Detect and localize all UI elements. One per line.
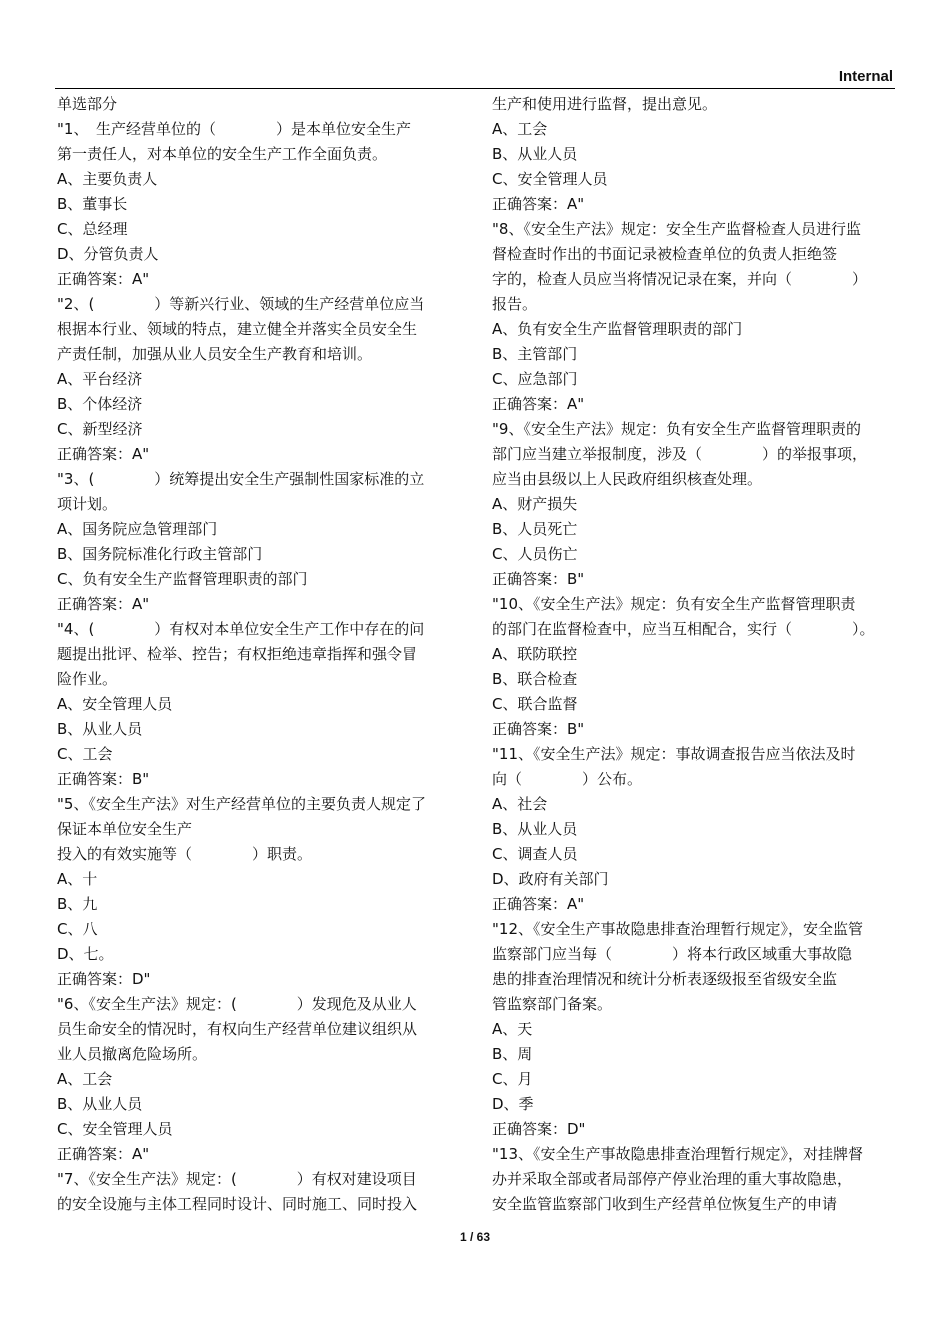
text-line: "4、( ）有权对本单位安全生产工作中存在的问 xyxy=(57,620,425,638)
text-line: 报告。 xyxy=(492,295,538,313)
text-line: 安全监管监察部门收到生产经营单位恢复生产的申请 xyxy=(492,1195,838,1213)
text-line: "9、《安全生产法》规定：负有安全生产监督管理职责的 xyxy=(492,420,861,438)
text-line: B、周 xyxy=(492,1045,533,1063)
text-line: B、国务院标准化行政主管部门 xyxy=(57,545,263,563)
text-line: 正确答案：A" xyxy=(57,1145,150,1163)
text-line: A、财产损失 xyxy=(492,495,578,513)
text-line: C、安全管理人员 xyxy=(57,1120,173,1138)
text-line: 保证本单位安全生产 xyxy=(57,820,193,838)
text-line: 部门应当建立举报制度，涉及（ ）的举报事项， xyxy=(492,445,868,463)
text-line: 正确答案：A" xyxy=(492,895,585,913)
text-line: A、主要负责人 xyxy=(57,170,158,188)
text-line: "1、 生产经营单位的（ ）是本单位安全生产 xyxy=(57,120,411,138)
text-line: B、从业人员 xyxy=(57,720,143,738)
text-line: 的安全设施与主体工程同时设计、同时施工、同时投入 xyxy=(57,1195,418,1213)
text-line: 险作业。 xyxy=(57,670,118,688)
text-line: B、董事长 xyxy=(57,195,128,213)
text-line: A、安全管理人员 xyxy=(57,695,173,713)
text-line: 正确答案：D" xyxy=(492,1120,586,1138)
text-line: D、季 xyxy=(492,1095,534,1113)
text-line: B、联合检查 xyxy=(492,670,578,688)
text-line: 第一责任人，对本单位的安全生产工作全面负责。 xyxy=(57,145,388,163)
text-line: 正确答案：B" xyxy=(492,570,585,588)
right-column xyxy=(492,92,897,1217)
text-line: 向（ ）公布。 xyxy=(492,770,643,788)
text-line: B、主管部门 xyxy=(492,345,578,363)
text-line: C、人员伤亡 xyxy=(492,545,578,563)
text-line: D、七。 xyxy=(57,945,114,963)
header-rule xyxy=(55,88,895,89)
text-line: C、总经理 xyxy=(57,220,128,238)
text-line: 投入的有效实施等（ ）职责。 xyxy=(57,845,313,863)
text-line: D、政府有关部门 xyxy=(492,870,609,888)
text-line: A、负有安全生产监督管理职责的部门 xyxy=(492,320,743,338)
text-line: "3、( ）统筹提出安全生产强制性国家标准的立 xyxy=(57,470,425,488)
text-line: B、从业人员 xyxy=(492,145,578,163)
text-line: "7、《安全生产法》规定：( ）有权对建设项目 xyxy=(57,1170,417,1188)
text-line: B、九 xyxy=(57,895,98,913)
text-line: 正确答案：D" xyxy=(57,970,151,988)
text-line: 正确答案：B" xyxy=(492,720,585,738)
text-line: 员生命安全的情况时，有权向生产经营单位建议组织从 xyxy=(57,1020,418,1038)
text-line: 患的排查治理情况和统计分析表逐级报至省级安全监 xyxy=(492,970,838,988)
text-line: A、十 xyxy=(57,870,98,888)
left-column xyxy=(57,92,462,1217)
text-line: A、社会 xyxy=(492,795,548,813)
text-line: A、联防联控 xyxy=(492,645,578,663)
text-line: A、平台经济 xyxy=(57,370,143,388)
text-line: "10、《安全生产法》规定：负有安全生产监督管理职责 xyxy=(492,595,856,613)
text-line: 字的，检查人员应当将情况记录在案，并向（ ） xyxy=(492,270,868,288)
text-line: "6、《安全生产法》规定：( ）发现危及从业人 xyxy=(57,995,417,1013)
text-line: 题提出批评、检举、控告；有权拒绝违章指挥和强令冒 xyxy=(57,645,418,663)
text-line: 办并采取全部或者局部停产停业治理的重大事故隐患， xyxy=(492,1170,853,1188)
text-line: A、国务院应急管理部门 xyxy=(57,520,218,538)
text-line: 的部门在监督检查中，应当互相配合，实行（ ）。 xyxy=(492,620,875,638)
text-line: "11、《安全生产法》规定：事故调查报告应当依法及时 xyxy=(492,745,856,763)
text-line: B、从业人员 xyxy=(57,1095,143,1113)
text-line: B、人员死亡 xyxy=(492,520,578,538)
text-line: C、安全管理人员 xyxy=(492,170,608,188)
text-line: 正确答案：A" xyxy=(57,595,150,613)
text-line: 正确答案：A" xyxy=(57,445,150,463)
text-line: B、个体经济 xyxy=(57,395,143,413)
text-line: 产责任制，加强从业人员安全生产教育和培训。 xyxy=(57,345,373,363)
text-line: 管监察部门备案。 xyxy=(492,995,613,1013)
text-line: "5、《安全生产法》对生产经营单位的主要负责人规定了 xyxy=(57,795,426,813)
text-line: 监察部门应当每（ ）将本行政区域重大事故隐 xyxy=(492,945,853,963)
text-line: 应当由县级以上人民政府组织核查处理。 xyxy=(492,470,763,488)
text-line: D、分管负责人 xyxy=(57,245,159,263)
text-line: 督检查时作出的书面记录被检查单位的负责人拒绝签 xyxy=(492,245,838,263)
text-line: "2、( ）等新兴行业、领域的生产经营单位应当 xyxy=(57,295,425,313)
text-line: "8、《安全生产法》规定：安全生产监督检查人员进行监 xyxy=(492,220,861,238)
text-line: C、应急部门 xyxy=(492,370,578,388)
text-line: 根据本行业、领域的特点，建立健全并落实全员安全生 xyxy=(57,320,418,338)
text-line: 正确答案：B" xyxy=(57,770,150,788)
text-line: 生产和使用进行监督，提出意见。 xyxy=(492,95,718,113)
text-line: C、八 xyxy=(57,920,98,938)
text-line: B、从业人员 xyxy=(492,820,578,838)
text-line: 单选部分 xyxy=(57,95,118,113)
header-tag: Internal xyxy=(838,68,893,85)
text-line: A、天 xyxy=(492,1020,533,1038)
text-line: C、调查人员 xyxy=(492,845,578,863)
page-number: 1 / 63 xyxy=(459,1230,491,1244)
text-line: C、新型经济 xyxy=(57,420,143,438)
text-line: 正确答案：A" xyxy=(492,195,585,213)
text-line: C、负有安全生产监督管理职责的部门 xyxy=(57,570,308,588)
text-line: 正确答案：A" xyxy=(57,270,150,288)
text-line: "12、《安全生产事故隐患排查治理暂行规定》，安全监管 xyxy=(492,920,863,938)
text-line: 项计划。 xyxy=(57,495,118,513)
text-line: "13、《安全生产事故隐患排查治理暂行规定》，对挂牌督 xyxy=(492,1145,863,1163)
text-line: C、工会 xyxy=(57,745,113,763)
text-line: 业人员撤离危险场所。 xyxy=(57,1045,208,1063)
text-line: C、月 xyxy=(492,1070,533,1088)
text-line: C、联合监督 xyxy=(492,695,578,713)
text-line: A、工会 xyxy=(492,120,548,138)
text-line: 正确答案：A" xyxy=(492,395,585,413)
text-line: A、工会 xyxy=(57,1070,113,1088)
